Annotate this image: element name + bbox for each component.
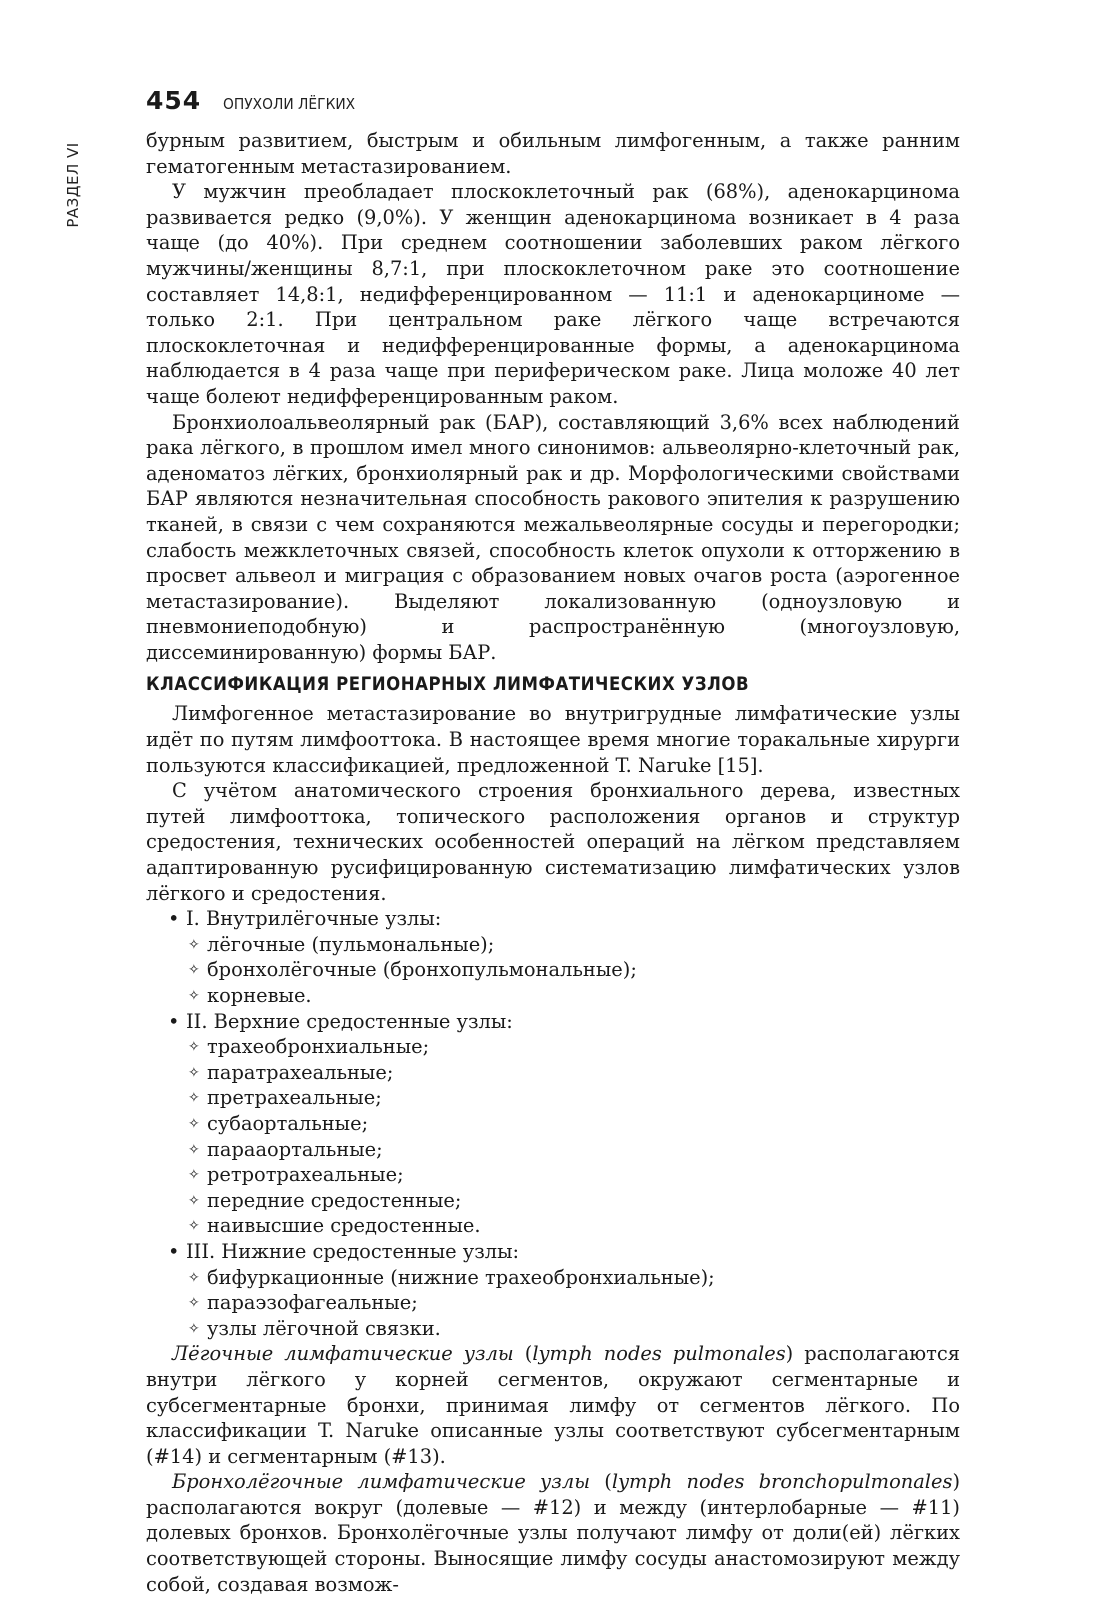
sublist (186, 1265, 960, 1342)
group-label: II. Верхние средостенные узлы: (186, 1009, 513, 1033)
term-pulmonary-nodes: Лёгочные лимфатические узлы (172, 1342, 514, 1366)
list-item: ✧ бронхолёгочные (бронхопульмональные); (188, 957, 960, 983)
list-item: ✧ передние средостенные; (188, 1188, 960, 1214)
section-heading: КЛАССИФИКАЦИЯ РЕГИОНАРНЫХ ЛИМФАТИЧЕСКИХ УЗЛОВ (146, 674, 750, 696)
lymph-node-classification-list (146, 906, 960, 1341)
list-item: ✧ корневые. (188, 983, 960, 1009)
section-side-tab (58, 130, 88, 240)
section-side-tab-label: РАЗДЕЛ VI (64, 142, 82, 228)
list-item: ✧ узлы лёгочной связки. (188, 1316, 960, 1342)
list-item: ✧ трахеобронхиальные; (188, 1034, 960, 1060)
page-header (146, 86, 367, 115)
definition-text: располагаются внутри лёгкого у корней сегментов, окружают сегментарные и субсегментарные бронхи, принимая лимфу от сегментов лёгкого. По классификации T. Naruke описанные узлы соответствуют субсегментарным (#14) и сегментарным (#13). (146, 1342, 960, 1468)
list-item: ✧ параэзофагеальные; (188, 1290, 960, 1316)
list-item: ✧ паратрахеальные; (188, 1060, 960, 1086)
list-item: ✧ претрахеальные; (188, 1085, 960, 1111)
paragraph-pulmonary-nodes: Лёгочные лимфатические узлы (lymph nodes pulmonales) располагаются внутри лёгкого у корней сегментов, окружают сегментарные и субсегментарные бронхи, принимая лимфу от сегментов лёгкого. По классификации T. Naruke описанные узлы соответствуют субсегментарным (#14) и сегментарным (#13). (146, 1342, 960, 1468)
list-item: ✧ парааортальные; (188, 1137, 960, 1163)
sublist (186, 932, 960, 1009)
list-item-group-1 (168, 906, 960, 1008)
paragraph-lymphogenic-metastasis: Лимфогенное метастазирование во внутригрудные лимфатические узлы идёт по путям лимфооттока. В настоящее время многие торакальные хирурги пользуются классификацией, предложенной T. Naruke [15]. (146, 702, 960, 777)
latin-term: lymph nodes bronchopulmonales (611, 1470, 953, 1494)
page-number: 454 (146, 86, 202, 115)
latin-term: lymph nodes pulmonales (532, 1342, 786, 1366)
paragraph-bac: Бронхиолоальвеолярный рак (БАР), составляющий 3,6% всех наблюдений рака лёгкого, в прошлом имел много синонимов: альвеолярно-клеточный рак, аденоматоз лёгких, бронхиолярный рак и др. Морфологическими свойствами БАР являются незначительная способность ракового эпителия к разрушению тканей, в связи с чем сохраняются межальвеолярные сосуды и перегородки; слабость межклеточных связей, способность клеток опухоли к отторжению в просвет альвеол и миграция с образованием новых очагов роста (аэрогенное метастазирование). Выделяют локализованную (одноузловую и пневмониеподобную) и распространённую (многоузловую, диссеминированную) формы БАР. (146, 410, 960, 664)
list-item: ✧ лёгочные (пульмональные); (188, 932, 960, 958)
running-title: ОПУХОЛИ ЛЁГКИХ (223, 95, 356, 113)
group-label: I. Внутрилёгочные узлы: (186, 907, 442, 931)
list-item: ✧ субаортальные; (188, 1111, 960, 1137)
term-bronchopulmonary-nodes: Бронхолёгочные лимфатические узлы (172, 1470, 591, 1494)
group-label: III. Нижние средостенные узлы: (186, 1239, 520, 1263)
page-body (146, 128, 960, 1597)
paragraph-systematization-intro: С учётом анатомического строения бронхиального дерева, известных путей лимфооттока, топического расположения органов и структур средостения, технических особенностей операций на лёгком представляем адаптированную русифицированную систематизацию лимфатических узлов лёгкого и средостения. (146, 779, 960, 905)
paragraph-bronchopulmonary-nodes: Бронхолёгочные лимфатические узлы (lymph nodes bronchopulmonales) располагаются вокруг (долевые — #12) и между (интерлобарные — #11) долевых бронхов. Бронхолёгочные узлы получают лимфу от доли(ей) лёгких соответствующей стороны. Выносящие лимфу сосуды анастомозируют между собой, создавая возмож- (146, 1470, 961, 1596)
list-item: ✧ бифуркационные (нижние трахеобронхиальные); (188, 1265, 960, 1291)
list-item-group-2 (168, 1009, 960, 1239)
list-item: ✧ наивысшие средостенные. (188, 1213, 960, 1239)
paragraph-histology-by-sex: У мужчин преобладает плоскоклеточный рак (68%), аденокарцинома развивается редко (9,0%). У женщин аденокарцинома возникает в 4 раза чаще (до 40%). При среднем соотношении заболевших раком лёгкого мужчины/женщины 8,7:1, при плоскоклеточном раке это соотношение составляет 14,8:1, недифференцированном — 11:1 и аденокарциноме — только 2:1. При центральном раке лёгкого чаще встречаются плоскоклеточная и недифференцированные формы, а аденокарцинома наблюдается в 4 раза чаще при периферическом раке. Лица моложе 40 лет чаще болеют недифференцированным раком. (146, 180, 960, 408)
definition-text: располагаются вокруг (долевые — #12) и между (интерлобарные — #11) долевых бронхов. Бронхолёгочные узлы получают лимфу от доли(ей) лёгких соответствующей стороны. Выносящие лимфу сосуды анастомозируют между собой, создавая возмож- (146, 1495, 960, 1596)
paragraph-continuation: бурным развитием, быстрым и обильным лимфогенным, а также ранним гематогенным метастазированием. (146, 129, 960, 178)
list-item-group-3 (168, 1239, 960, 1341)
list-item: ✧ ретротрахеальные; (188, 1162, 960, 1188)
sublist (186, 1034, 960, 1239)
